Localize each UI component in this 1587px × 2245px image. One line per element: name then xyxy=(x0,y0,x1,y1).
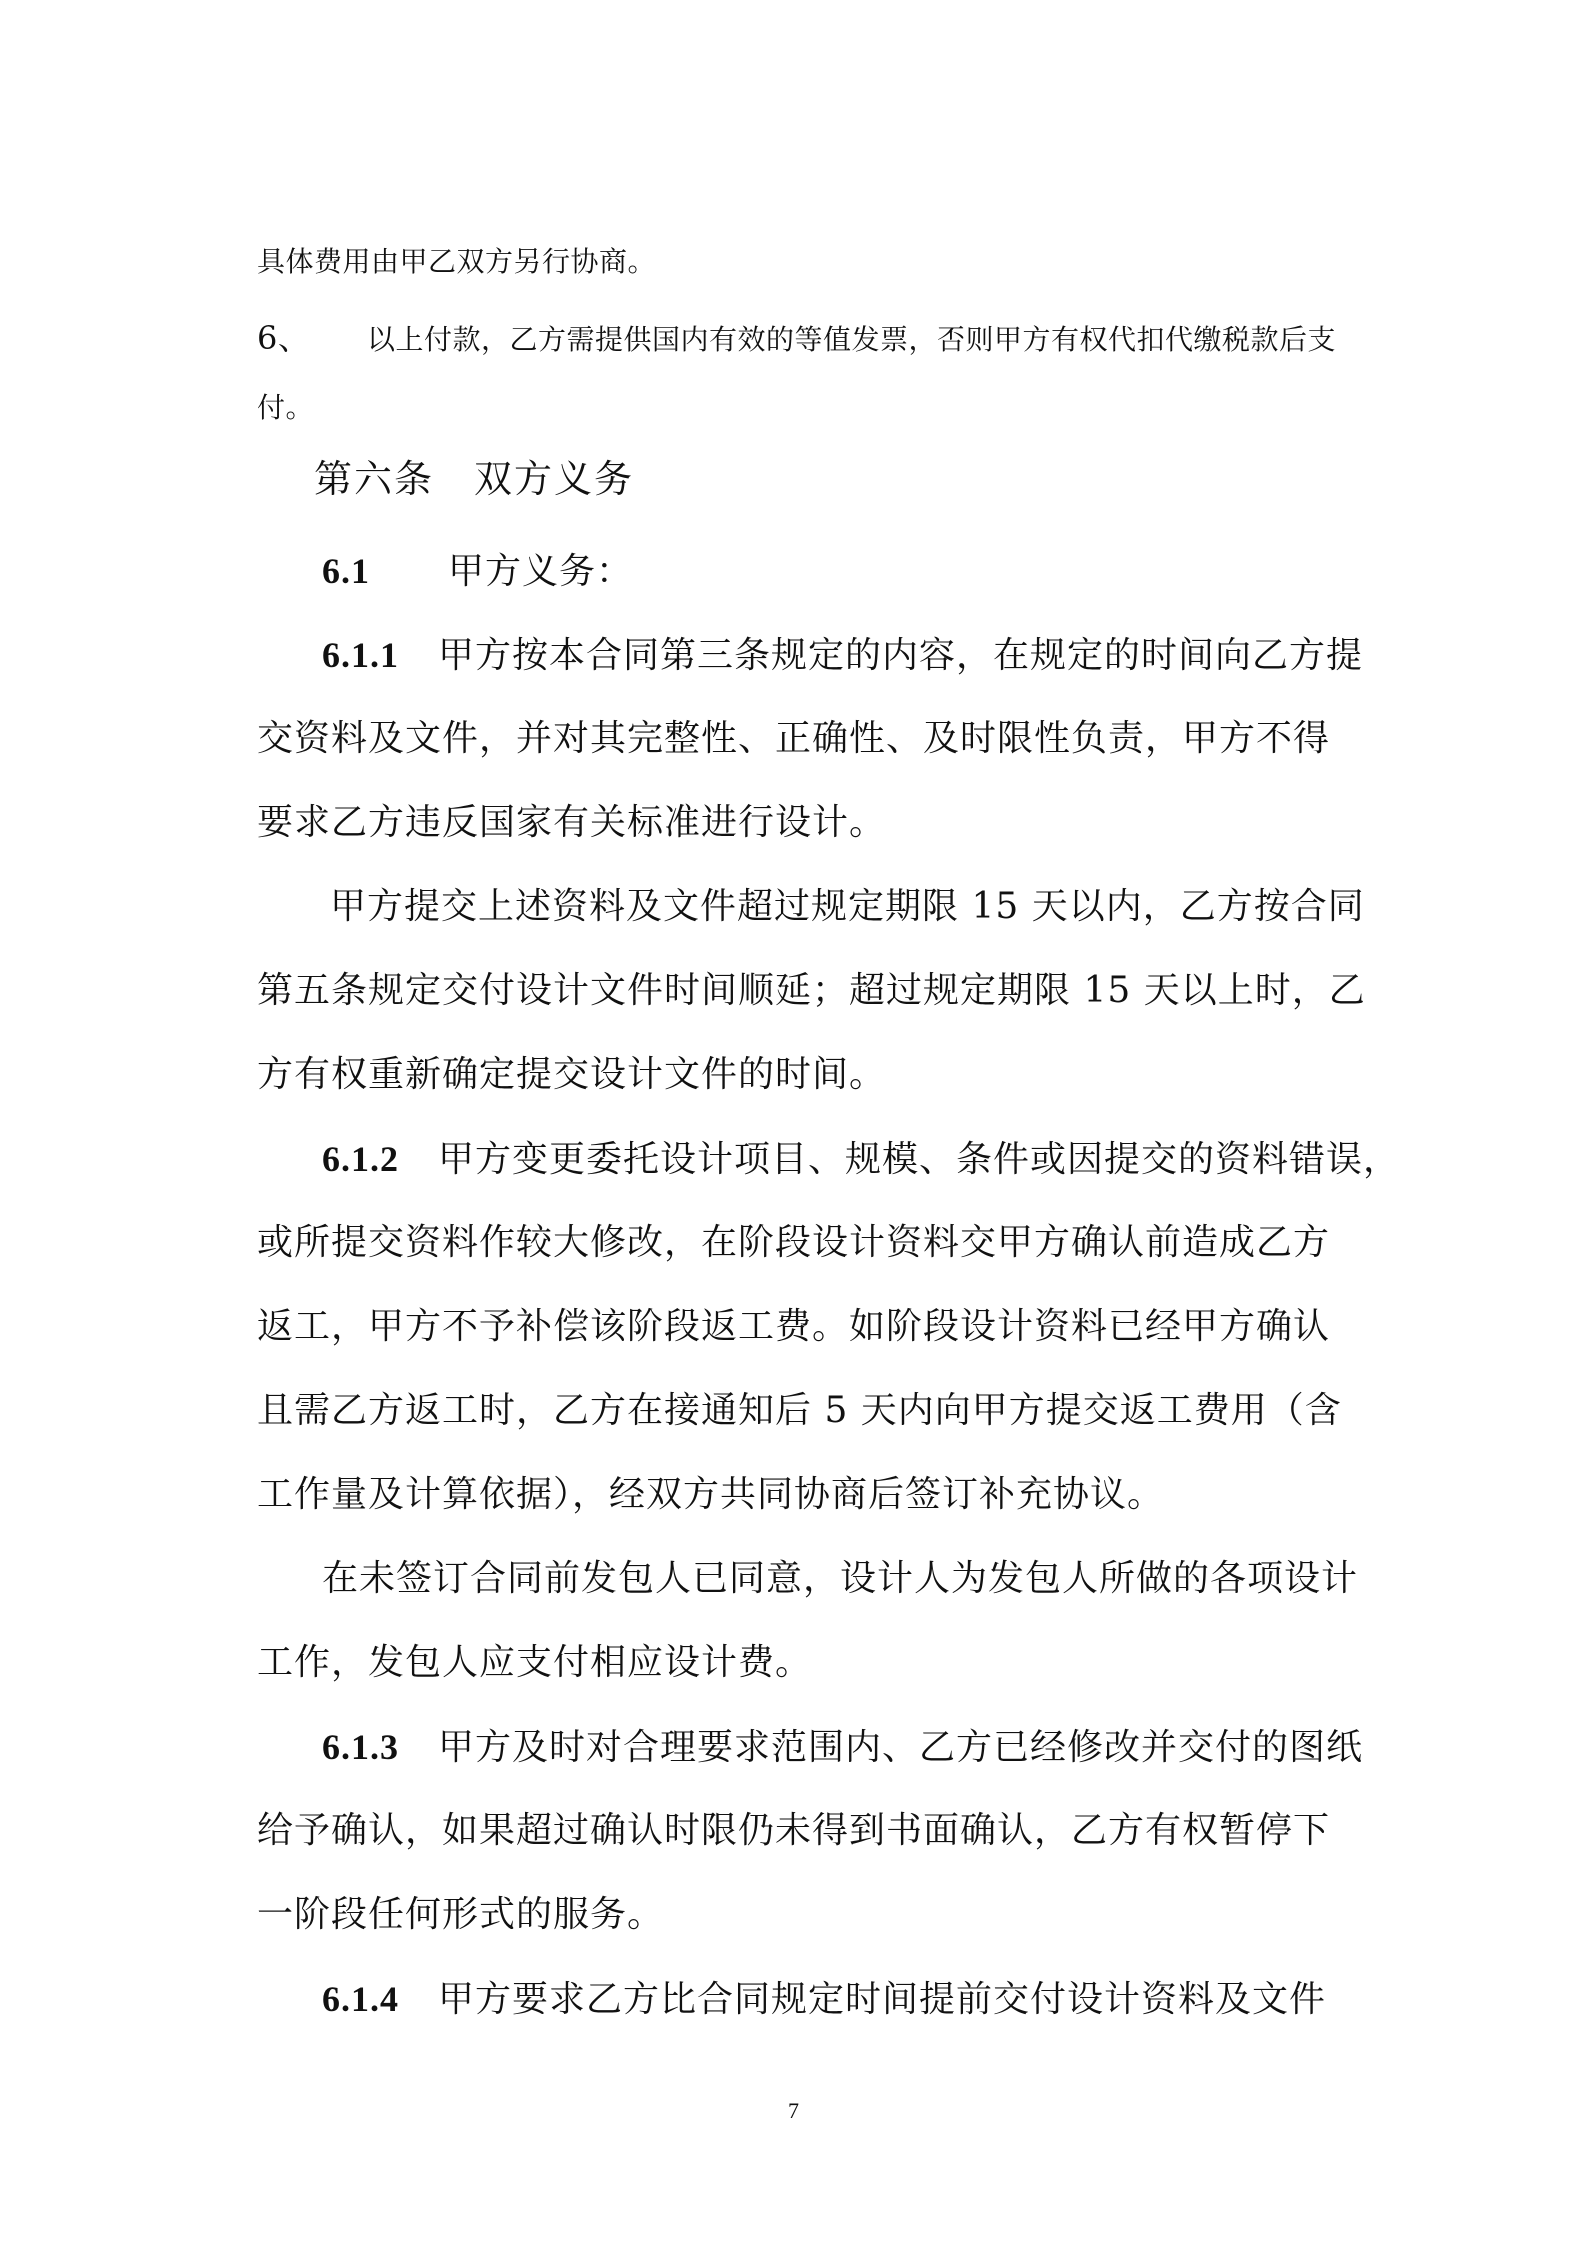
text-line: 给予确认，如果超过确认时限仍未得到书面确认，乙方有权暂停下 xyxy=(257,1810,1331,1851)
text-line: 甲方提交上述资料及文件超过规定期限 15 天以内，乙方按合同 xyxy=(330,886,1365,927)
clause-text: 甲方按本合同第三条规定的内容，在规定的时间向乙方提 xyxy=(438,635,1364,676)
heading-text: 双方义务 xyxy=(474,457,635,501)
text-line: 返工，甲方不予补偿该阶段返工费。如阶段设计资料已经甲方确认 xyxy=(257,1306,1331,1347)
text-line: 交资料及文件，并对其完整性、正确性、及时限性负责，甲方不得 xyxy=(257,718,1331,759)
clause-number: 6.1.3 xyxy=(322,1727,399,1767)
clause-6-1-2 xyxy=(322,1141,1400,1178)
text-line: 方有权重新确定提交设计文件的时间。 xyxy=(257,1054,887,1095)
heading-label: 第六条 xyxy=(314,457,435,501)
text-line: 具体费用由甲乙双方另行协商。 xyxy=(257,245,657,278)
clause-number: 6.1.4 xyxy=(322,1979,399,2019)
text-line: 工作量及计算依据），经双方共同协商后签订补充协议。 xyxy=(257,1474,1165,1515)
subsection-number: 6.1 xyxy=(322,551,370,591)
clause-6-1-1 xyxy=(322,637,1363,674)
clause-6-line xyxy=(257,319,1337,357)
text-line: 一阶段任何形式的服务。 xyxy=(257,1894,665,1935)
clause-text: 甲方要求乙方比合同规定时间提前交付设计资料及文件 xyxy=(438,1979,1327,2020)
clause-number: 6.1.2 xyxy=(322,1139,399,1179)
text-line: 要求乙方违反国家有关标准进行设计。 xyxy=(257,802,887,843)
clause-number: 6、 xyxy=(257,319,311,357)
clause-6-1-3 xyxy=(322,1729,1363,1766)
subsection-6-1 xyxy=(322,553,633,590)
text-line: 付。 xyxy=(257,391,315,424)
clause-text: 甲方变更委托设计项目、规模、条件或因提交的资料错误， xyxy=(438,1139,1401,1180)
text-line: 工作，发包人应支付相应设计费。 xyxy=(257,1642,813,1683)
section-heading xyxy=(314,457,635,501)
clause-number: 6.1.1 xyxy=(322,635,399,675)
subsection-text: 甲方义务： xyxy=(448,551,634,592)
text-line: 第五条规定交付设计文件时间顺延；超过规定期限 15 天以上时，乙 xyxy=(257,970,1366,1011)
text-line: 在未签订合同前发包人已同意，设计人为发包人所做的各项设计 xyxy=(322,1558,1359,1599)
page-number: 7 xyxy=(788,2098,799,2123)
clause-text: 甲方及时对合理要求范围内、乙方已经修改并交付的图纸 xyxy=(438,1727,1364,1768)
text-line: 或所提交资料作较大修改，在阶段设计资料交甲方确认前造成乙方 xyxy=(257,1222,1331,1263)
text-line: 且需乙方返工时，乙方在接通知后 5 天内向甲方提交返工费用（含 xyxy=(257,1390,1342,1431)
clause-text: 以上付款，乙方需提供国内有效的等值发票，否则甲方有权代扣代缴税款后支 xyxy=(367,323,1337,356)
clause-6-1-4 xyxy=(322,1981,1326,2018)
